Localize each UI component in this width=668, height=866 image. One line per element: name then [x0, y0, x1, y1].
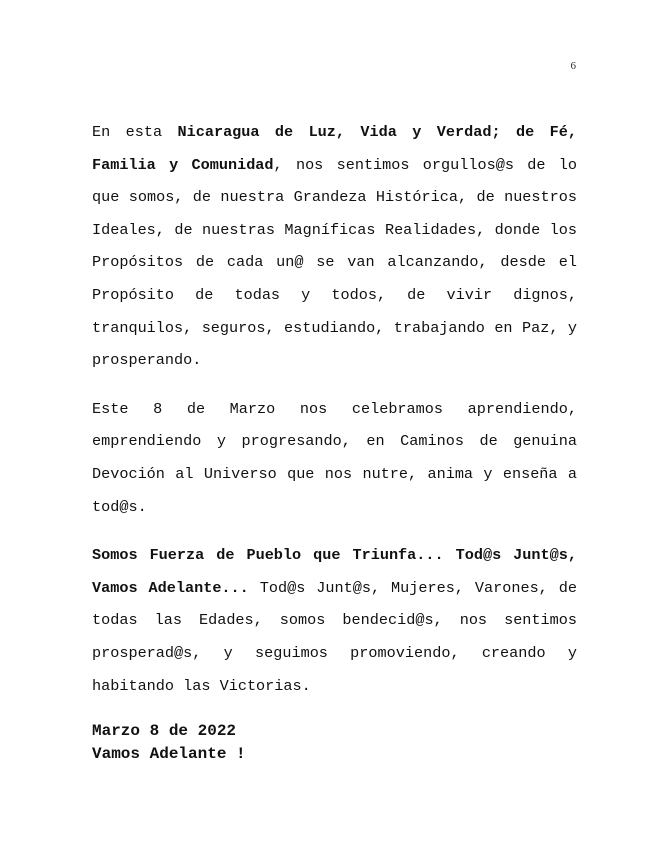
paragraph-2-text: Este 8 de Marzo nos celebramos aprendiendo, emprendiendo y progresando, en Caminos de genuina Devoción al Universo que nos nutre, anima y enseña a tod@s. — [92, 399, 577, 516]
letter-body — [92, 116, 577, 766]
paragraph-2 — [92, 393, 577, 523]
paragraph-1-bold: Nicaragua de Luz, Vida y Verdad; de Fé, Familia y Comunidad — [92, 123, 577, 174]
page-number: 6 — [570, 60, 576, 72]
closing-date: Marzo 8 de 2022 — [92, 722, 237, 741]
paragraph-3 — [92, 539, 577, 702]
paragraph-3-text: Tod@s Junt@s, Mujeres, Varones, de todas las Edades, somos bendecid@s, nos sentimos prosperad@s, y seguimos promoviendo, creando y habitando las Victorias. — [92, 578, 577, 695]
paragraph-3-bold: Somos Fuerza de Pueblo que Triunfa... Tod@s Junt@s, Vamos Adelante... — [92, 546, 577, 597]
paragraph-1-text-b: , nos sentimos orgullos@s de lo que somos, de nuestra Grandeza Histórica, de nuestros Ideales, de nuestras Magníficas Realidades, donde los Propósitos de cada un@ se van alcanzando, desde el Propósito de todas y todos, de vivir dignos, tranquilos, seguros, estudiando, trabajando en Paz, y prosperando. — [92, 155, 577, 370]
paragraph-1-text-a: En esta — [92, 123, 178, 141]
paragraph-1 — [92, 116, 577, 377]
closing-slogan: Vamos Adelante ! — [92, 745, 246, 764]
